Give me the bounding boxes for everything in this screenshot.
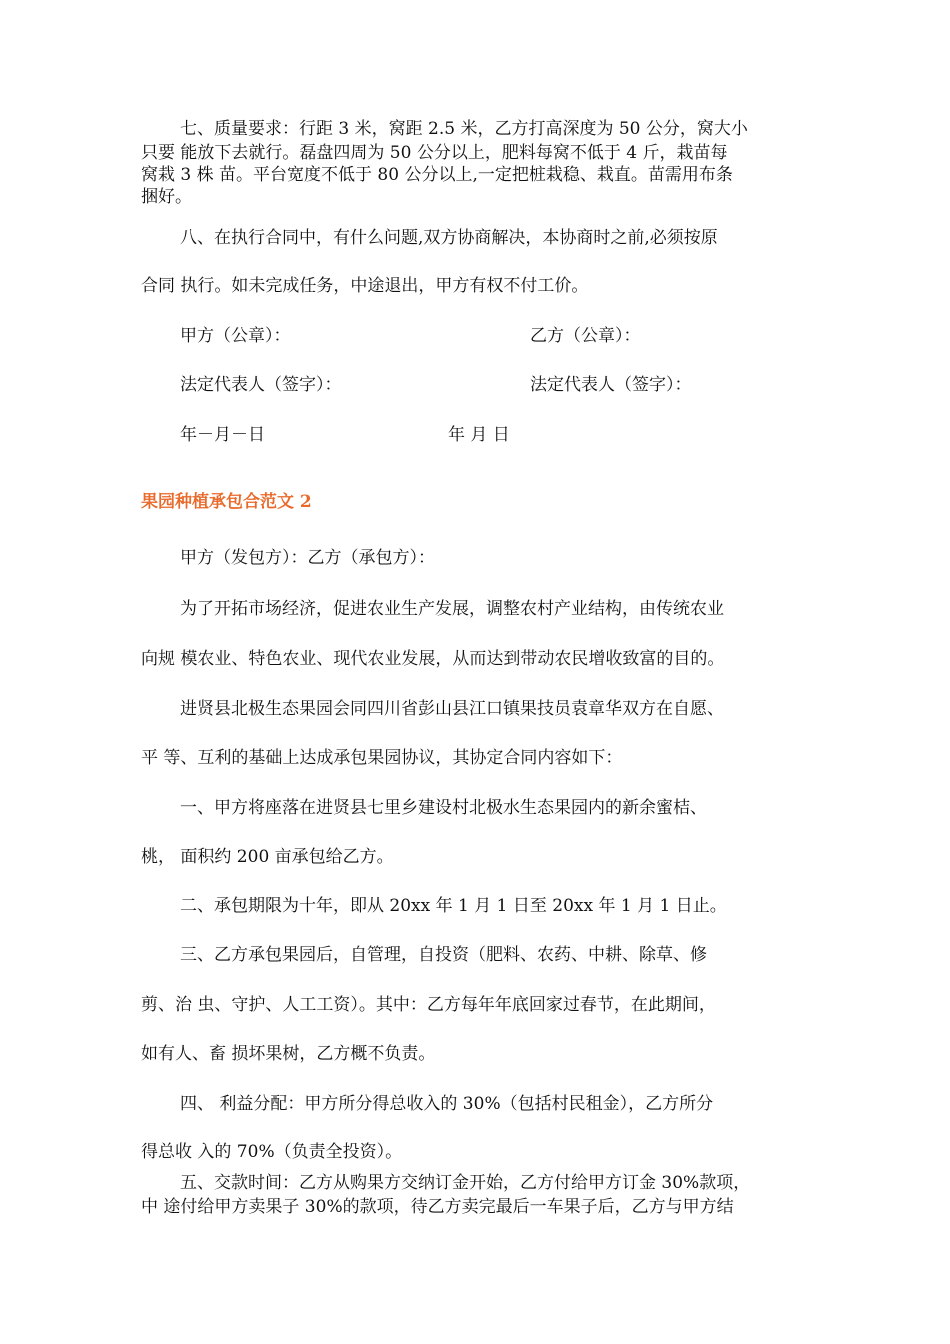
party-a-seal: 甲方（公章）： — [180, 326, 291, 346]
clause1-line2: 桃， 面积约 200 亩承包给乙方。 — [141, 847, 394, 867]
section-heading: 果园种植承包合范文 2 — [141, 492, 312, 512]
clause3-line3: 如有人、畜 损坏果树，乙方概不负责。 — [141, 1044, 436, 1064]
clause2-line: 二、承包期限为十年，即从 20xx 年 1 月 1 日至 20xx 年 1 月 1 日止。 — [180, 896, 727, 916]
clause3-line2: 剪、治 虫、守护、人工工资）。其中：乙方每年年底回家过春节，在此期间， — [141, 995, 716, 1015]
parties-line: 甲方（发包方）：乙方（承包方）： — [180, 548, 435, 568]
party-b-representative: 法定代表人（签字）： — [530, 375, 692, 395]
agreement-line2: 平 等、互利的基础上达成承包果园协议，其协定合同内容如下： — [141, 748, 623, 768]
section7-line2: 只要 能放下去就行。磊盘四周为 50 公分以上，肥料每窝不低于 4 斤，栽苗每 — [141, 143, 728, 163]
section8-line2: 合同 执行。如未完成任务，中途退出，甲方有权不付工价。 — [141, 276, 589, 296]
clause4-line2: 得总收 入的 70%（负责全投资）。 — [141, 1142, 403, 1162]
agreement-line1: 进贤县北极生态果园会同四川省彭山县江口镇果技员袁章华双方在自愿、 — [180, 699, 724, 719]
intro-line1: 为了开拓市场经济，促进农业生产发展，调整农村产业结构，由传统农业 — [180, 599, 724, 619]
section8-line1: 八、在执行合同中，有什么问题,双方协商解决，本协商时之前,必须按原 — [180, 228, 718, 248]
section7-line1: 七、质量要求：行距 3 米，窝距 2.5 米，乙方打高深度为 50 公分，窝大小 — [180, 119, 748, 139]
clause3-line1: 三、乙方承包果园后，自管理，自投资（肥料、农药、中耕、除草、修 — [180, 945, 707, 965]
clause5-line2: 中 途付给甲方卖果子 30%的款项，待乙方卖完最后一车果子后，乙方与甲方结 — [141, 1197, 734, 1217]
clause5-line1: 五、交款时间：乙方从购果方交纳订金开始，乙方付给甲方订金 30%款项， — [180, 1173, 751, 1193]
party-a-representative: 法定代表人（签字）： — [180, 375, 342, 395]
party-b-date: 年 月 日 — [448, 425, 510, 445]
party-b-seal: 乙方（公章）： — [530, 326, 641, 346]
section7-line3: 窝栽 3 株 苗。平台宽度不低于 80 公分以上,一定把桩栽稳、栽直。苗需用布条 — [141, 165, 733, 185]
section7-line4: 捆好。 — [141, 187, 192, 207]
party-a-date: 年－月－日 — [180, 425, 265, 445]
clause4-line1: 四、 利益分配：甲方所分得总收入的 30%（包括村民租金），乙方所分 — [180, 1094, 714, 1114]
intro-line2: 向规 模农业、特色农业、现代农业发展，从而达到带动农民增收致富的目的。 — [141, 649, 725, 669]
clause1-line1: 一、甲方将座落在进贤县七里乡建设村北极水生态果园内的新余蜜桔、 — [180, 798, 707, 818]
